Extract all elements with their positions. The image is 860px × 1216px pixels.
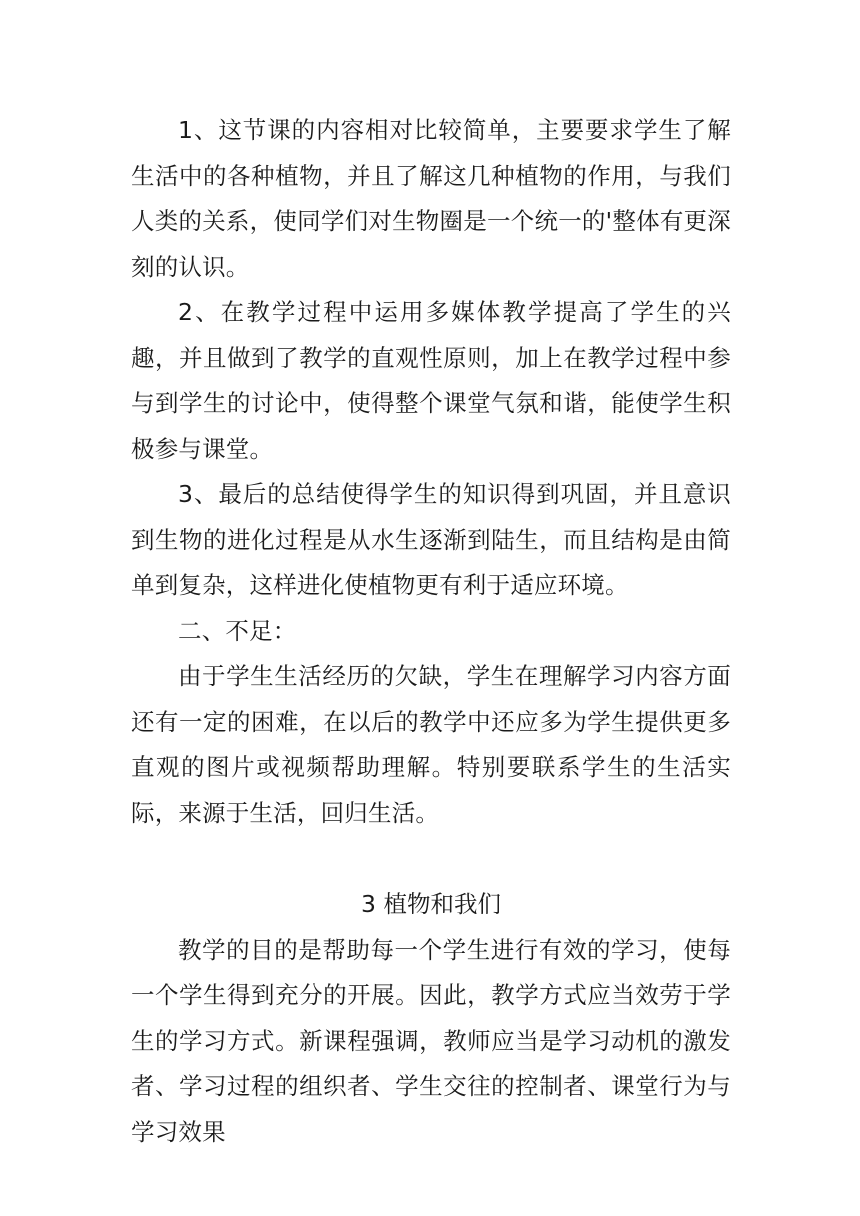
- paragraph-shortcomings: 由于学生生活经历的欠缺，学生在理解学习内容方面还有一定的困难，在以后的教学中还应多为学生提供更多直观的图片或视频帮助理解。特别要联系学生的生活实际，来源于生活，回归生活。: [131, 662, 731, 827]
- paragraph-point-3: 3、最后的总结使得学生的知识得到巩固，并且意识到生物的进化过程是从水生逐渐到陆生，而且结构是由简单到复杂，这样进化使植物更有利于适应环境。: [131, 480, 731, 599]
- paragraph-point-2: 2、在教学过程中运用多媒体教学提高了学生的兴趣，并且做到了教学的直观性原则，加上在教学过程中参与到学生的讨论中，使得整个课堂气氛和谐，能使学生积极参与课堂。: [131, 298, 731, 463]
- section-title: 3 植物和我们: [361, 890, 501, 918]
- paragraph-point-1: 1、这节课的内容相对比较简单，主要要求学生了解生活中的各种植物，并且了解这几种植物的作用，与我们人类的关系，使同学们对生物圈是一个统一的'整体有更深刻的认识。: [131, 116, 731, 281]
- subheading-shortcomings: 二、不足：: [178, 616, 297, 645]
- paragraph-section-intro: 教学的目的是帮助每一个学生进行有效的学习，使每一个学生得到充分的开展。因此，教学方式应当效劳于学生的学习方式。新课程强调，教师应当是学习动机的激发者、学习过程的组织者、学生交往的控制者、课堂行为与学习效果: [131, 935, 731, 1146]
- document-page: [131, 108, 731, 1155]
